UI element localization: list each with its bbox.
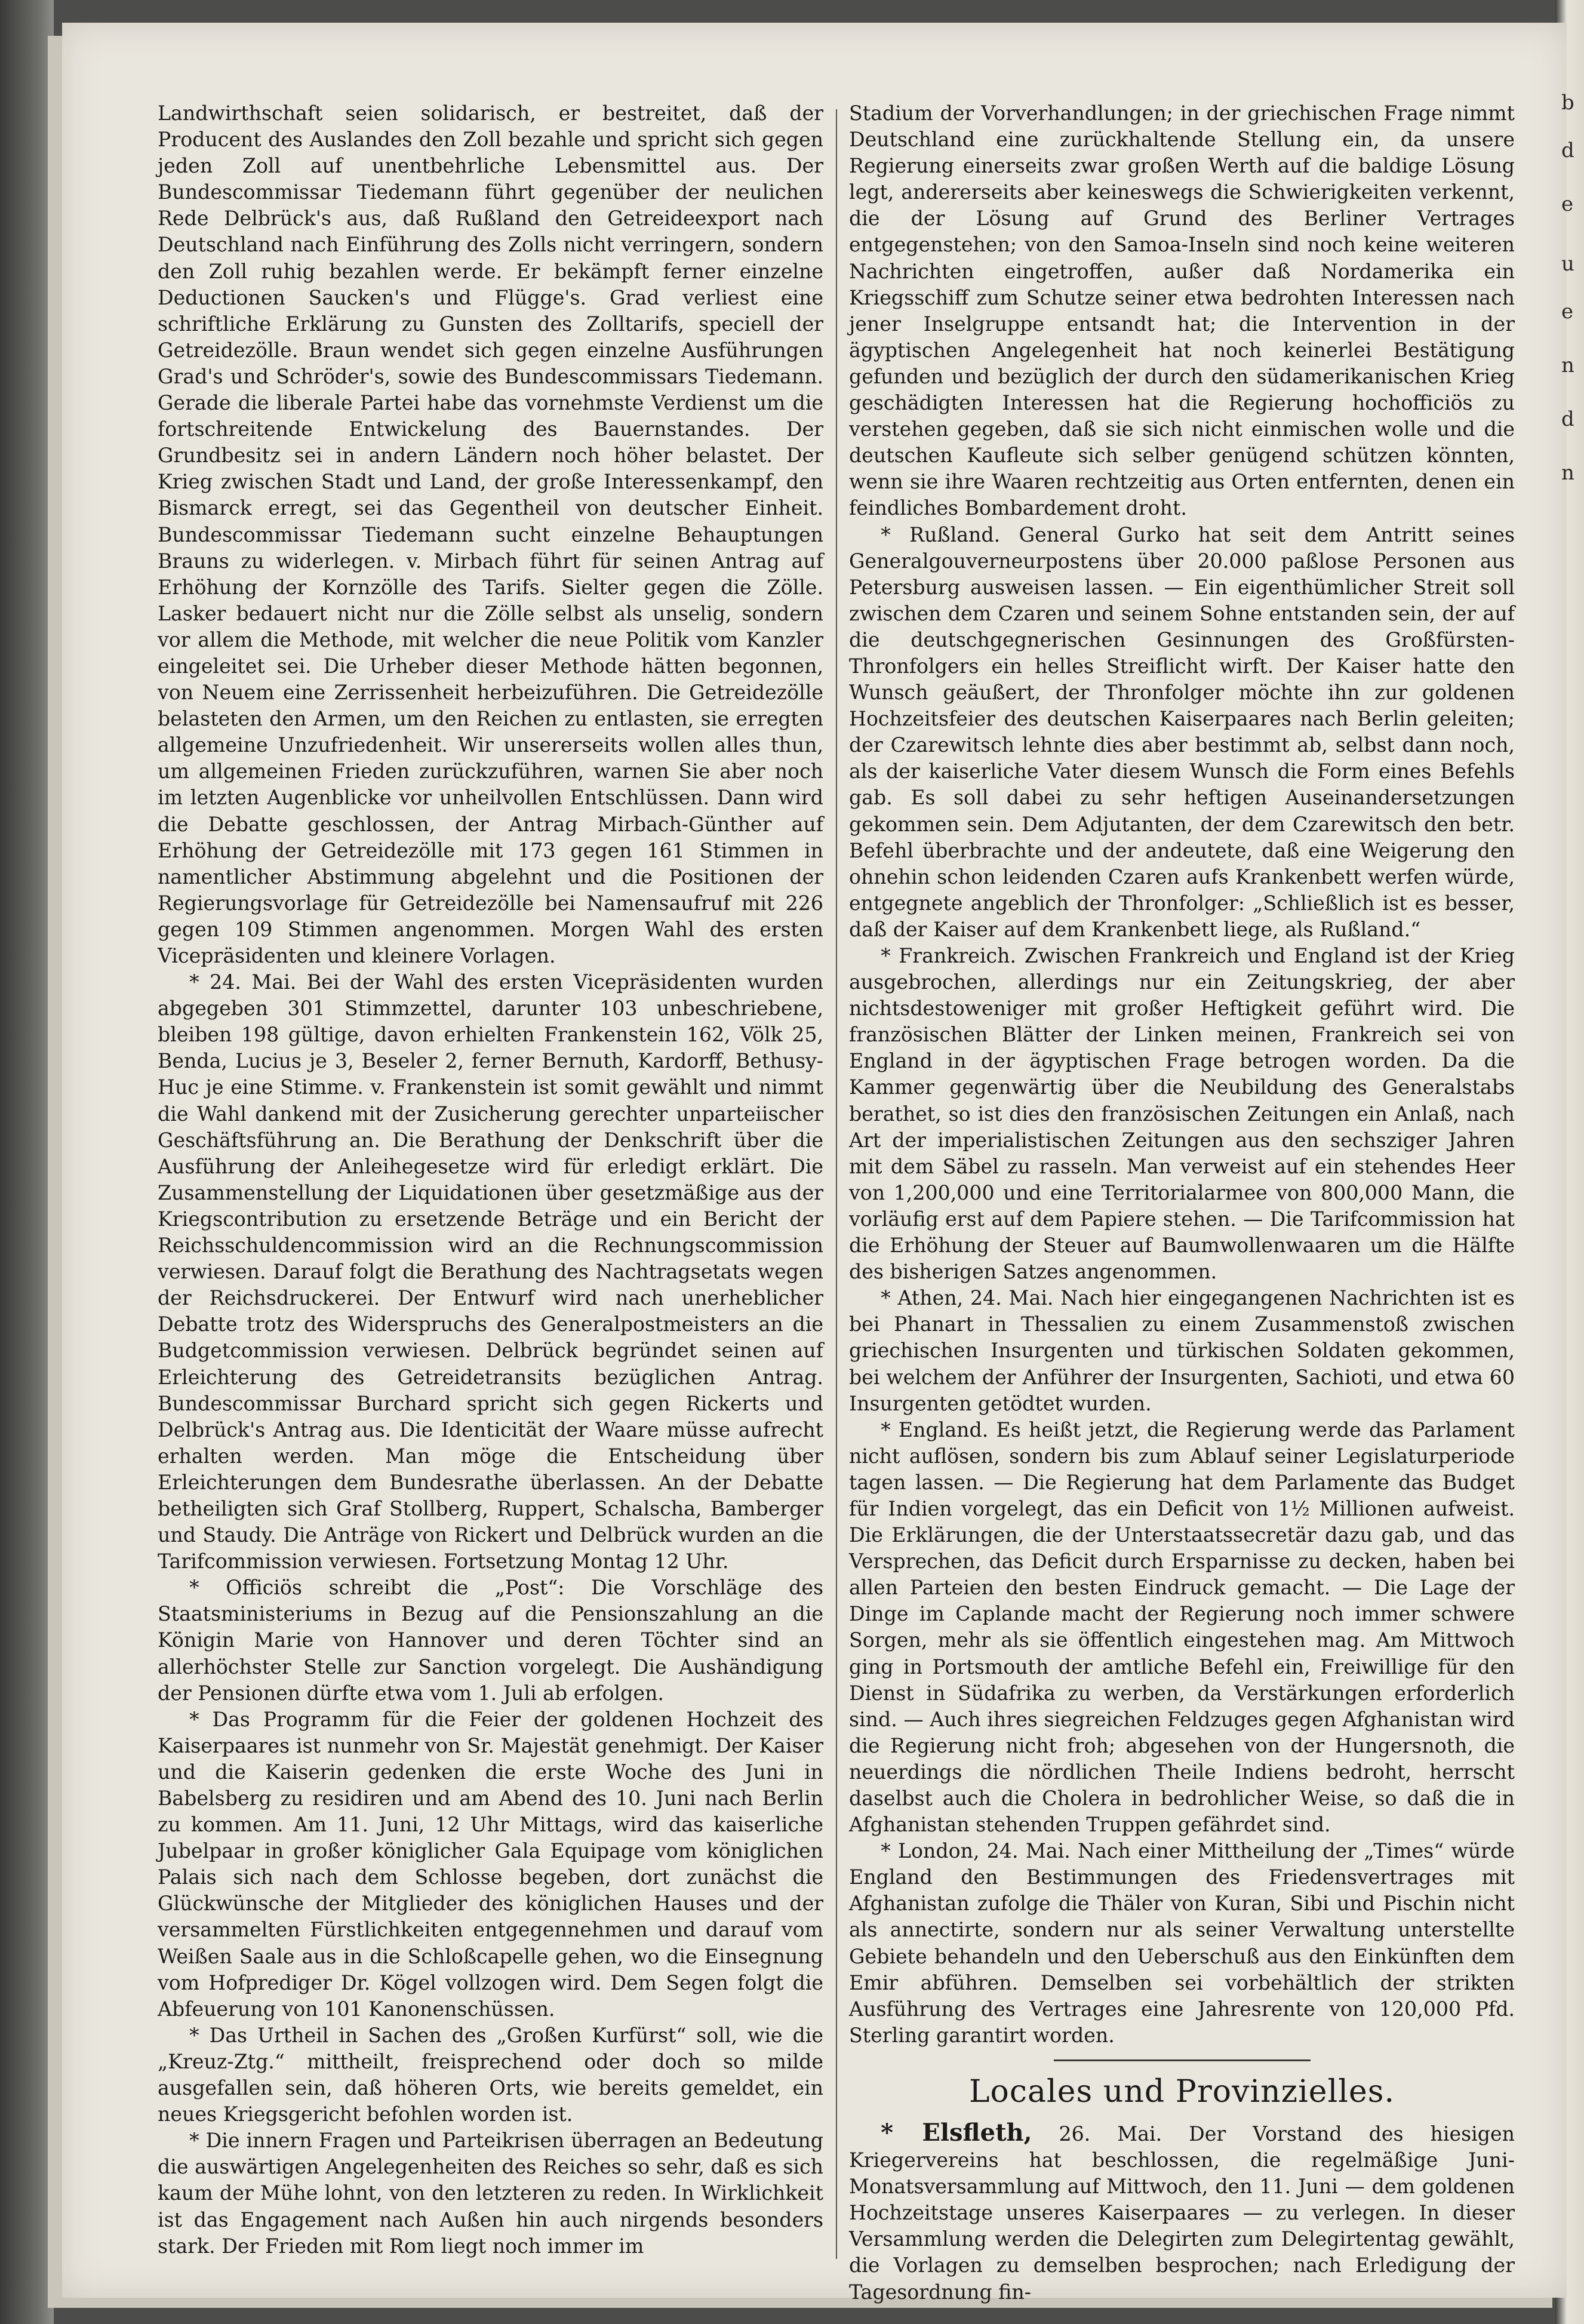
left-paragraph-reichstag-debate: Landwirthschaft seien solidarisch, er bestreitet, daß der Producent des Auslandes den Zoll bezahle und spricht sich gegen jeden Zoll auf unentbehrliche Lebensmittel aus. Der Bundescommissar Tiedemann führt gegenüber der neulichen Rede Delbrück's aus, daß Rußland den Getreideexport nach Deutschland nach Einführung des Zolls nicht verringern, sondern den Zoll ruhig bezahlen werde. Er bekämpft ferner einzelne Deductionen Saucken's und Flügge's. Grad verliest eine schriftliche Erklärung zu Gunsten des Zolltarifs, speciell der Getreidezölle. Braun wendet sich gegen einzelne Ausführungen Grad's und Schröder's, sowie des Bundescommissars Tiedemann. Gerade die liberale Partei habe das vornehmste Verdienst um die fortschreitende Entwickelung des Bauernstandes. Der Grundbesitz sei in andern Ländern noch höher belastet. Der Krieg zwischen Stadt und Land, der große Interessenkampf, den Bismarck erregt, sei das Gegentheil von deutscher Einheit. Bundescommissar Tiedemann sucht einzelne Behauptungen Brauns zu widerlegen. v. Mirbach führt für seinen Antrag auf Erhöhung der Kornzölle des Tarifs. Sielter gegen die Zölle. Lasker bedauert nicht nur die Zölle selbst als unselig, sondern vor allem die Methode, mit welcher die neue Politik vom Kanzler eingeleitet sei. Die Urheber dieser Methode hätten begonnen, von Neuem eine Zerrissenheit herbeizuführen. Die Getreidezölle belasteten den Armen, um den Reichen zu entlasten, sie erregten allgemeine Unzufriedenheit. Wir unsererseits wollen alles thun, um allgemeinen Frieden zurückzuführen, warnen Sie aber noch im letzten Augenblicke vor unheilvollen Entschlüssen. Dann wird die Debatte geschlossen, der Antrag Mirbach-Günther auf Erhöhung der Getreidezölle mit 173 gegen 161 Stimmen in namentlicher Abstimmung abgelehnt und die Positionen der Regierungsvorlage für Getreidezölle bei Namensaufruf mit 226 gegen 109 Stimmen angenommen. Morgen Wahl des ersten Vicepräsidenten und kleinere Vorlagen. [158, 102, 823, 967]
section-divider [1054, 2059, 1311, 2061]
local-text: 26. Mai. Der Vorstand des hiesigen Kriegervereins hat beschlossen, die regelmäßige Juni-Monatsversammlung auf Mittwoch, den 11. Juni — dem goldenen Hochzeitstage unseres Kaiserpaares — zu verlegen. In dieser Versammlung werden die Delegirten zum Delegirtentag gewählt, die Vorlagen zu demselben besprochen; nach Erledigung der Tagesordnung fin- [849, 2122, 1515, 2304]
left-paragraph-pension: * Officiös schreibt die „Post“: Die Vorschläge des Staatsministeriums in Bezug auf die Pensionszahlung an die Königin Marie von Hannover und deren Töchter sind an allerhöchster Stelle zur Sanction vorgelegt. Die Aushändigung der Pensionen dürfte etwa vom 1. Juli ab erfolgen. [158, 1576, 823, 1705]
margin-fragment: e [1561, 192, 1574, 216]
right-paragraph-london: * London, 24. Mai. Nach einer Mittheilung der „Times“ würde England den Bestimmungen des Friedensvertrages mit Afghanistan zufolge die Thäler von Kuran, Sibi und Pischin nicht als annectirte, sondern nur als seiner Verwaltung unterstellte Gebiete behandeln und den Ueberschuß aus den Einkünften dem Emir abführen. Demselben sei vorbehältlich der strikten Ausführung des Vertrages eine Jahresrente von 120,000 Pfd. Sterling garantirt worden. [849, 1839, 1515, 2047]
local-dateline: * Elsfleth, [881, 2118, 1032, 2147]
right-paragraph-russia: * Rußland. General Gurko hat seit dem Antritt seines Generalgouverneurpostens über 20.000 paßlose Personen aus Petersburg ausweisen lassen. — Ein eigenthümlicher Streit soll zwischen dem Czaren und seinem Sohne entstanden sein, der auf die deutschgegnerischen Gesinnungen des Großfürsten-Thronfolgers ein helles Streiflicht wirft. Der Kaiser hatte den Wunsch geäußert, der Thronfolger möchte ihn zur goldenen Hochzeitsfeier des deutschen Kaiserpaares nach Berlin geleiten; der Czarewitsch lehnte dies aber bestimmt ab, selbst dann noch, als der kaiserliche Vater diesem Wunsch die Form eines Befehls gab. Es soll dabei zu sehr heftigen Auseinandersetzungen gekommen sein. Dem Adjutanten, der dem Czarewitsch den betr. Befehl überbrachte und der andeutete, daß eine Weigerung den ohnehin schon leidenden Czaren aufs Krankenbett werfen würde, entgegnete angeblich der Thronfolger: „Schließlich ist es besser, daß der Kaiser auf dem Krankenbett liege, als Rußland.“ [849, 522, 1515, 941]
margin-fragment: e [1561, 300, 1574, 324]
left-paragraph-foreign-affairs: * Die innern Fragen und Parteikrisen überragen an Bedeutung die auswärtigen Angelegenheiten des Reiches so sehr, daß es sich kaum der Mühe lohnt, von den letzteren zu reden. In Wirklichkeit ist das Engagement nach Außen hin auch nirgends besonders stark. Der Frieden mit Rom liegt noch immer im [158, 2129, 823, 2258]
scanner-background-left [0, 0, 54, 2324]
left-paragraph-vicepresident-election: * 24. Mai. Bei der Wahl des ersten Vicepräsidenten wurden abgegeben 301 Stimmzettel, darunter 103 unbeschriebene, bleiben 198 gültige, davon erhielten Frankenstein 162, Völk 25, Benda, Lucius je 3, Beseler 2, ferner Bernuth, Kardorff, Bethusy-Huc je eine Stimme. v. Frankenstein ist somit gewählt und nimmt die Wahl dankend mit der Zusicherung gerechter unparteiischer Geschäftsführung an. Die Berathung der Denkschrift über die Ausführung der Anleihegesetze wird für erledigt erklärt. Die Zusammenstellung der Liquidationen über gesetzmäßige aus der Kriegscontribution zu ersetzende Beträge und ein Bericht der Reichsschuldencommission wird an die Rechnungscommission verwiesen. Darauf folgt die Berathung des Nachtragsetats wegen der Reichsdruckerei. Der Entwurf wird nach unerheblicher Debatte trotz des Widerspruchs des Generalpostmeisters an die Budgetcommission verwiesen. Delbrück begründet seinen auf Erleichterung des Getreidetransits bezüglichen Antrag. Bundescommissar Burchard spricht sich gegen Rickerts und Delbrück's Antrag aus. Die Identicität der Waare müsse aufrecht erhalten werden. Man möge die Entscheidung über Erleichterungen dem Bundesrathe überlassen. An der Debatte betheiligten sich Graf Stollberg, Ruppert, Schalscha, Bamberger und Staudy. Die Anträge von Rickert und Delbrück wurden an die Tarifcommission verwiesen. Fortsetzung Montag 12 Uhr. [158, 970, 823, 1573]
newspaper-page [62, 23, 1567, 2304]
right-paragraph-athens: * Athen, 24. Mai. Nach hier eingegangenen Nachrichten ist es bei Phanart in Thessalien zu einem Zusammenstoß zwischen griechischen Insurgenten und türkischen Soldaten gekommen, bei welchem der Anführer der Insurgenten, Sachioti, und etwa 60 Insurgenten getödtet wurden. [849, 1286, 1515, 1415]
margin-fragment: d [1561, 139, 1574, 162]
right-paragraph-england: * England. Es heißt jetzt, die Regierung werde das Parlament nicht auflösen, sondern bis zum Ablauf seiner Legislaturperiode tagen lassen. — Die Regierung hat dem Parlamente das Budget für Indien vorgelegt, das ein Deficit von 1½ Millionen aufweist. Die Erklärungen, die der Unterstaatssecretär dazu gab, und das Versprechen, das Deficit durch Ersparnisse zu decken, haben bei allen Parteien den besten Eindruck gemacht. — Die Lage der Dinge im Caplande macht der Regierung noch immer schwere Sorgen, mehr als sie öffentlich eingestehen mag. Am Mittwoch ging in Portsmouth der amtliche Befehl ein, Freiwillige für den Dienst in Südafrika zu werben, da Verstärkungen erforderlich sind. — Auch ihres siegreichen Feldzuges gegen Afghanistan wird die Regierung nicht froh; abgesehen von der Hungersnoth, die neuerdings die nördlichen Theile Indiens bedroht, herrscht daselbst auch die Cholera in bedrohlicher Weise, so daß die in Afghanistan stehenden Truppen gefährdet sind. [849, 1418, 1515, 1837]
margin-fragment: n [1561, 353, 1574, 377]
margin-fragment: n [1561, 461, 1574, 485]
margin-fragment: b [1561, 91, 1574, 115]
column-divider [836, 109, 837, 2259]
local-paragraph-elsfleth [849, 2120, 1515, 2305]
section-heading-locales: Locales und Provinzielles. [968, 2073, 1395, 2110]
right-paragraph-foreign-policy: Stadium der Vorverhandlungen; in der griechischen Frage nimmt Deutschland eine zurückhaltende Stellung ein, da unsere Regierung einerseits zwar großen Werth auf die baldige Lösung legt, andererseits aber keineswegs die Schwierigkeiten verkennt, die der Lösung auf Grund des Berliner Vertrages entgegenstehen; von den Samoa-Inseln sind noch keine weiteren Nachrichten eingetroffen, außer daß Nordamerika ein Kriegsschiff zum Schutze seiner etwa bedrohten Interessen nach jener Inselgruppe entsandt hat; die Intervention in der ägyptischen Angelegenheit hat noch keinerlei Bestätigung gefunden und bezüglich der durch den südamerikanischen Krieg geschädigten Interessen hat die Regierung hochofficiös zu verstehen gegeben, daß sie sich nicht einmischen wolle und die deutschen Kaufleute sich selber genügend schützen könnten, wenn sie ihre Waaren rechtzeitig aus Orten entfernten, denen ein feindliches Bombardement droht. [849, 102, 1515, 520]
margin-fragment: u [1561, 252, 1574, 276]
left-column [158, 100, 823, 2274]
right-column [849, 100, 1515, 2304]
margin-fragment: d [1561, 407, 1574, 431]
right-paragraph-france: * Frankreich. Zwischen Frankreich und England ist der Krieg ausgebrochen, allerdings nur ein Zeitungskrieg, der aber nichtsdestoweniger mit großer Heftigkeit geführt wird. Die französischen Blätter der Linken meinen, Frankreich sei von England in der ägyptischen Frage betrogen worden. Da die Kammer gegenwärtig über die Neubildung des Generalstabs berathet, so ist dies den französischen Zeitungen ein Anlaß, nach Art der imperialistischen Zeitungen aus den sechsziger Jahren mit dem Säbel zu rasseln. Man verweist auf ein stehendes Heer von 1,200,000 und eine Territorialarmee von 800,000 Mann, die vorläufig erst auf dem Papiere stehen. — Die Tarifcommission hat die Erhöhung der Steuer auf Baumwollenwaaren um die Hälfte des bisherigen Satzes angenommen. [849, 944, 1515, 1284]
left-paragraph-grosser-kurfuerst: * Das Urtheil in Sachen des „Großen Kurfürst“ soll, wie die „Kreuz-Ztg.“ mittheilt, freisprechend oder doch so milde ausgefallen sein, daß höheren Orts, wie bereits gemeldet, ein neues Kriegsgericht befohlen worden ist. [158, 2023, 823, 2126]
left-paragraph-golden-wedding: * Das Programm für die Feier der goldenen Hochzeit des Kaiserpaares ist nunmehr von Sr. Majestät genehmigt. Der Kaiser und die Kaiserin gedenken die erste Woche des Juni in Babelsberg zu residiren und am Abend des 10. Juni nach Berlin zu kommen. Am 11. Juni, 12 Uhr Mittags, wird das kaiserliche Jubelpaar in großer königlicher Gala Equipage vom königlichen Palais sich nach dem Schlosse begeben, dort zunächst die Glückwünsche der Mitglieder des königlichen Hauses und der versammelten Fürstlichkeiten entgegennehmen und darauf vom Weißen Saale aus in die Schloßcapelle gehen, wo die Einsegnung vom Hofprediger Dr. Kögel vollzogen wird. Dem Segen folgt die Abfeuerung von 101 Kanonenschüssen. [158, 1707, 823, 2021]
